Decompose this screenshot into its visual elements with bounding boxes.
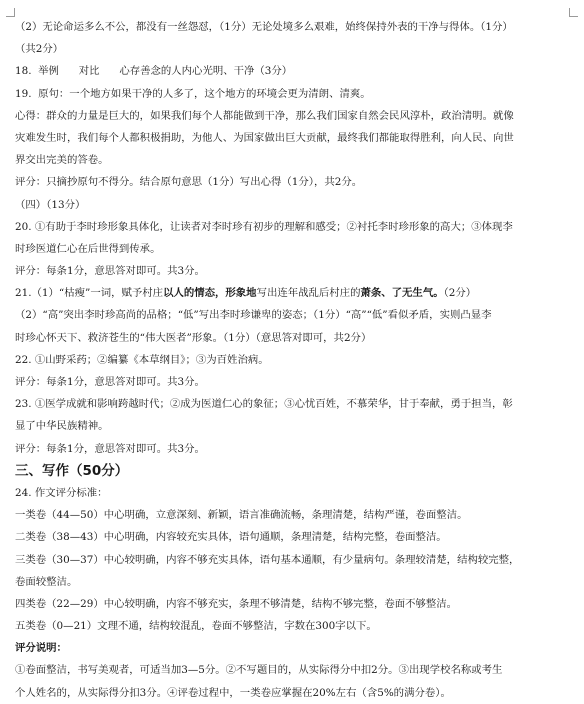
text-line: 个人姓名的，从实际得分扣3分。④评卷过程中，一类卷应掌握在20%左右（含5%的满分卷）。 bbox=[15, 686, 451, 699]
text-line: ①卷面整洁，书写美观者，可适当加3—5分。②不写题目的，从实际得分中扣2分。③出现学校名称或考生 bbox=[15, 664, 503, 677]
text-line: 卷面较整洁。 bbox=[15, 575, 78, 588]
text-span: 21.（1）“枯瘦”一词，赋予村庄 bbox=[15, 287, 164, 300]
text-line: 界交出完美的答卷。 bbox=[15, 154, 109, 167]
text-line: 20. ①有助于李时珍形象具体化，让读者对李时珍有初步的理解和感受；②衬托李时珍形象的高大；③体现李 bbox=[15, 220, 513, 233]
page-corner-mark-left bbox=[6, 8, 15, 17]
text-line: 评分说明： bbox=[15, 642, 67, 655]
text-line: 23. ①医学成就和影响跨越时代；②成为医道仁心的象征；③心忧百姓，不慕荣华，甘于奉献，勇于担当，彰 bbox=[15, 398, 513, 411]
text-line bbox=[15, 282, 571, 304]
text-line: （四）（13分） bbox=[15, 198, 86, 211]
bold-phrase: 以人的情态，形象地 bbox=[163, 287, 257, 300]
text-line: 一类卷（44—50）中心明确，立意深刻、新颖，语言准确流畅，条理清楚，结构严谨，卷面整洁。 bbox=[15, 509, 468, 522]
text-line: 灾难发生时，我们每个人都积极捐助，为他人、为国家做出巨大贡献，最终我们都能取得胜利，向人民、向世 bbox=[15, 131, 514, 144]
text-line: 评分：每条1分，意思答对即可。共3分。 bbox=[15, 442, 205, 455]
text-span: 写出连年战乱后村庄的 bbox=[256, 287, 361, 300]
text-span: （2分） bbox=[443, 287, 477, 300]
answer-key-document bbox=[15, 16, 571, 704]
text-line: 22. ①山野采药；②编纂《本草纲目》；③为百姓治病。 bbox=[15, 353, 269, 366]
text-line: （2）“高”突出李时珍高尚的品格；“低”写出李时珍谦卑的姿态；（1分）“高”“低”看似矛盾，实则凸显李 bbox=[15, 309, 492, 322]
section-heading: 三、写作（50分） bbox=[15, 462, 129, 479]
text-line: 19. 原句：一个地方如果干净的人多了，这个地方的环境会更为清朗、清爽。 bbox=[15, 87, 371, 100]
text-line: 四类卷（22—29）中心较明确，内容不够充实，条理不够清楚，结构不够完整，卷面不够整洁。 bbox=[15, 597, 458, 610]
text-line: 五类卷（0—21）文理不通，结构较混乱，卷面不够整洁，字数在300字以下。 bbox=[15, 620, 377, 633]
text-line: 三类卷（30—37）中心较明确，内容不够充实具体，语句基本通顺，有少量病句。条理较清楚，结构较完整， bbox=[15, 553, 520, 566]
text-line: 18. 举例 对比 心存善念的人内心光明、干净（3分） bbox=[15, 65, 293, 78]
text-line: 二类卷（38—43）中心明确，内容较充实具体，语句通顺，条理清楚，结构完整，卷面整洁。 bbox=[15, 531, 447, 544]
bold-phrase: 萧条、了无生气。 bbox=[360, 287, 444, 300]
text-line: 评分：只摘抄原句不得分。结合原句意思（1分）写出心得（1分），共2分。 bbox=[15, 176, 363, 189]
text-line: 24. 作文评分标准： bbox=[15, 486, 108, 499]
text-line: 时珍心怀天下、救济苍生的“伟大医者”形象。（1分）（意思答对即可，共2分） bbox=[15, 331, 372, 344]
text-line: 评分：每条1分，意思答对即可。共3分。 bbox=[15, 376, 205, 388]
text-line: 评分：每条1分，意思答对即可。共3分。 bbox=[15, 265, 205, 278]
text-line: 心得：群众的力量是巨大的，如果我们每个人都能做到干净，那么我们国家自然会民风淳朴，政治清明。就像 bbox=[15, 109, 514, 122]
text-line: 时珍医道仁心在后世得到传承。 bbox=[15, 242, 161, 255]
text-line: 显了中华民族精神。 bbox=[15, 420, 109, 433]
text-line: （2）无论命运多么不公，都没有一丝怨怼，（1分）无论处境多么艰难，始终保持外表的干净与得体。（1分） bbox=[15, 21, 513, 33]
text-line: （共2分） bbox=[15, 43, 64, 56]
